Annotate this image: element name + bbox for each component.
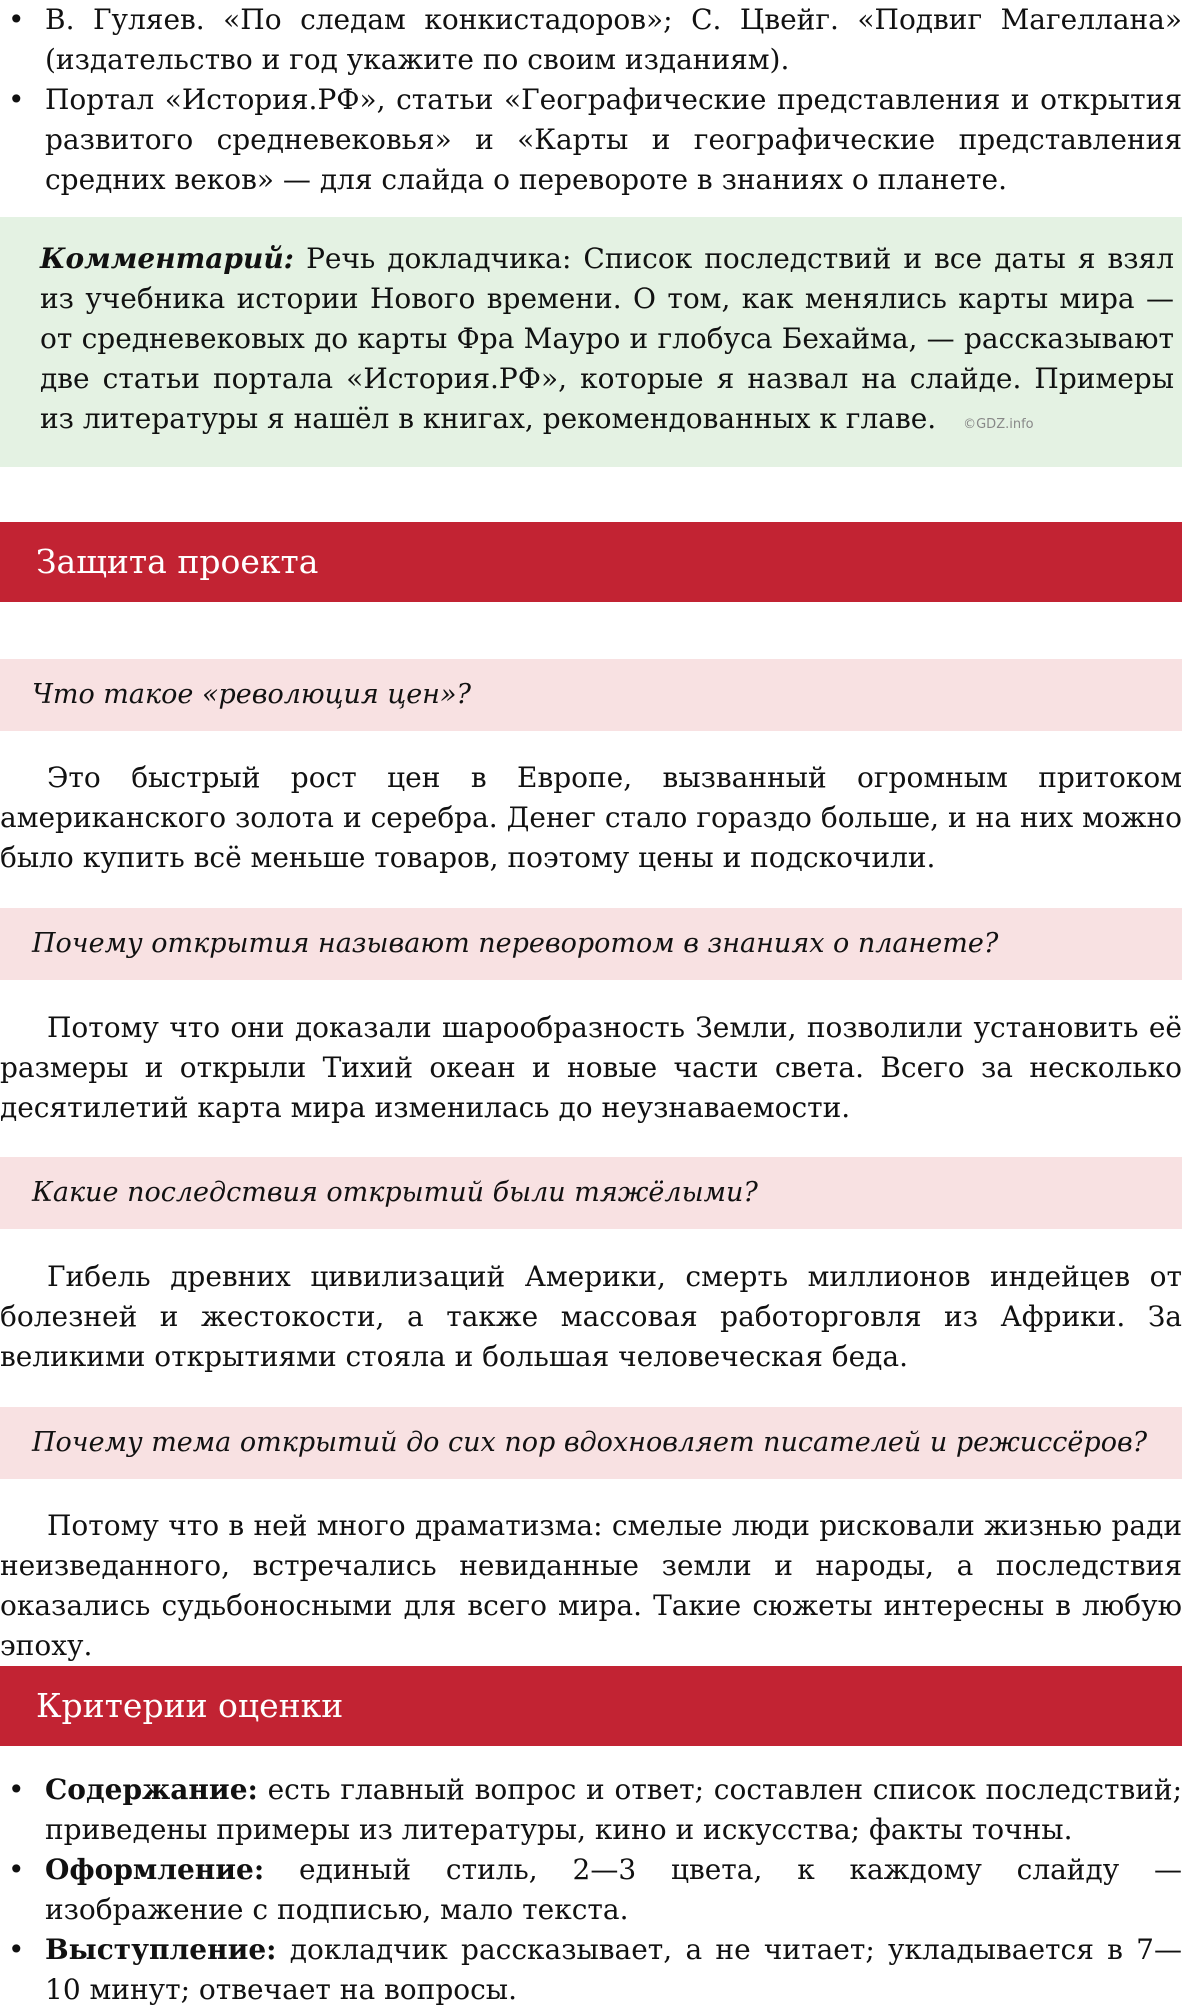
criteria-list bbox=[0, 1770, 1182, 2010]
comment-text: Речь докладчика: Список последствий и все даты я взял из учебника истории Нового времени. О том, как менялись карты мира — от средневековых до карты Фра Мауро и глобуса Бехайма, — рассказывают две статьи портала «История.РФ», которые я назвал на слайде. Примеры из литературы я нашёл в книгах, рекомендованных к главе. bbox=[40, 242, 1175, 435]
bullet-icon bbox=[8, 1850, 25, 1890]
criteria-term: Оформление: bbox=[45, 1853, 265, 1886]
criteria-term: Содержание: bbox=[45, 1773, 258, 1806]
answer-paragraph: Это быстрый рост цен в Европе, вызванный огромным притоком американского золота и серебра. Денег стало гораздо больше, и на них можно было купить всё меньше товаров, поэтому цены и подскочили. bbox=[0, 761, 1182, 874]
criteria-term: Выступление: bbox=[45, 1933, 277, 1966]
bullet-icon bbox=[8, 1770, 25, 1810]
answer-paragraph: Потому что в ней много драматизма: смелые люди рисковали жизнью ради неизведанного, встречались невиданные земли и народы, а последствия оказались судьбоносными для всего мира. Такие сюжеты интересны в любую эпоху. bbox=[0, 1509, 1182, 1662]
source-text: Портал «История.РФ», статьи «Географические представления и открытия развитого средневековья» и «Карты и географические представления средних веков» — для слайда о перевороте в знаниях о планете. bbox=[45, 83, 1182, 196]
source-text: В. Гуляев. «По следам конкистадоров»; С. Цвейг. «Подвиг Магеллана» (издательство и год укажите по своим изданиям). bbox=[45, 3, 1182, 76]
answer-paragraph: Гибель древних цивилизаций Америки, смерть миллионов индейцев от болезней и жестокости, а также массовая работорговля из Африки. За великими открытиями стояла и большая человеческая беда. bbox=[0, 1260, 1182, 1373]
question-bar: Какие последствия открытий были тяжёлыми? bbox=[0, 1157, 1182, 1229]
comment-box bbox=[0, 217, 1182, 467]
section-header-criteria: Критерии оценки bbox=[0, 1666, 1182, 1746]
bullet-icon bbox=[8, 1930, 25, 1970]
bullet-icon bbox=[8, 80, 25, 120]
sources-list bbox=[0, 0, 1182, 200]
criteria-item bbox=[0, 1930, 1182, 2010]
question-bar: Почему тема открытий до сих пор вдохновляет писателей и режиссёров? bbox=[0, 1407, 1182, 1479]
bullet-icon bbox=[8, 0, 25, 40]
source-item bbox=[0, 0, 1182, 80]
watermark-text: ©GDZ.info bbox=[963, 417, 1034, 432]
question-bar: Почему открытия называют переворотом в знаниях о планете? bbox=[0, 908, 1182, 980]
criteria-text: докладчик рассказывает, а не читает; укладывается в 7—10 минут; отвечает на вопросы. bbox=[45, 1933, 1182, 2006]
criteria-item bbox=[0, 1850, 1182, 1930]
criteria-text: есть главный вопрос и ответ; составлен список последствий; приведены примеры из литературы, кино и искусства; факты точны. bbox=[45, 1773, 1182, 1846]
answer-paragraph: Потому что они доказали шарообразность Земли, позволили установить её размеры и открыли Тихий океан и новые части света. Всего за несколько десятилетий карта мира изменилась до неузнаваемости. bbox=[0, 1011, 1182, 1124]
question-bar: Что такое «революция цен»? bbox=[0, 659, 1182, 731]
criteria-text: единый стиль, 2—3 цвета, к каждому слайду — изображение с подписью, мало текста. bbox=[45, 1853, 1182, 1926]
source-item bbox=[0, 80, 1182, 200]
section-header-defense: Защита проекта bbox=[0, 522, 1182, 602]
criteria-item bbox=[0, 1770, 1182, 1850]
comment-label: Комментарий: bbox=[40, 242, 295, 275]
